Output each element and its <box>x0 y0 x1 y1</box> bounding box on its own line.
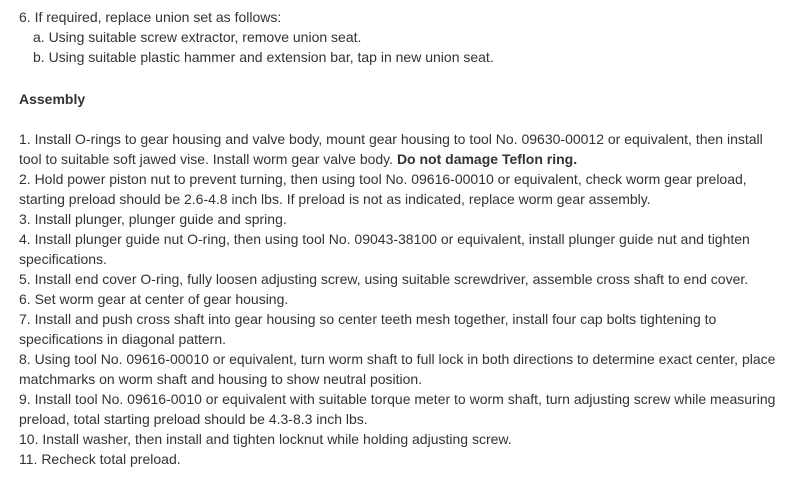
union-step-b: b. Using suitable plastic hammer and extension bar, tap in new union seat. <box>33 49 494 65</box>
assembly-step-5 <box>19 269 783 289</box>
document-body <box>19 0 783 469</box>
step-text: 6. Set worm gear at center of gear housing. <box>19 291 289 307</box>
assembly-step-9 <box>19 389 783 429</box>
assembly-step-1 <box>19 129 783 169</box>
step-warning: Do not damage Teflon ring. <box>396 151 578 167</box>
assembly-step-11 <box>19 449 783 469</box>
clipped-previous-line <box>19 0 783 7</box>
assembly-step-2 <box>19 169 783 209</box>
assembly-heading: Assembly <box>19 91 86 107</box>
assembly-step-8 <box>19 349 783 389</box>
assembly-step-4 <box>19 229 783 269</box>
step-text: 1. Install O-rings to gear housing and valve body, mount gear housing to tool No. 09630-00012 or equivalent, then install tool to suitable soft jawed vise. Install worm gear valve body. <box>19 131 763 167</box>
step-text: 4. Install plunger guide nut O-ring, then using tool No. 09043-38100 or equivalent, install plunger guide nut and tighten specifications. <box>19 231 750 267</box>
assembly-step-6 <box>19 289 783 309</box>
step-text: 8. Using tool No. 09616-00010 or equivalent, turn worm shaft to full lock in both directions to determine exact center, place matchmarks on worm shaft and housing to show neutral position. <box>19 351 776 387</box>
union-intro: 6. If required, replace union set as follows: <box>19 9 282 25</box>
spacer <box>19 67 783 87</box>
step-text: 10. Install washer, then install and tighten locknut while holding adjusting screw. <box>19 431 512 447</box>
step-text: 5. Install end cover O-ring, fully loosen adjusting screw, using suitable screwdriver, assemble cross shaft to end cover. <box>19 271 749 287</box>
step-text: 7. Install and push cross shaft into gear housing so center teeth mesh together, install four cap bolts tightening to specifications in diagonal pattern. <box>19 311 717 347</box>
step-text: 9. Install tool No. 09616-0010 or equivalent with suitable torque meter to worm shaft, turn adjusting screw while measuring preload, total starting preload should be 4.3-8.3 inch lbs. <box>19 391 776 427</box>
union-step-a: a. Using suitable screw extractor, remove union seat. <box>33 29 362 45</box>
step-text: 3. Install plunger, plunger guide and spring. <box>19 211 287 227</box>
assembly-steps <box>19 129 783 469</box>
assembly-step-7 <box>19 309 783 349</box>
assembly-step-10 <box>19 429 783 449</box>
step-text: 11. Recheck total preload. <box>19 451 181 467</box>
step-text: 2. Hold power piston nut to prevent turning, then using tool No. 09616-00010 or equivalent, check worm gear preload, starting preload should be 2.6-4.8 inch lbs. If preload is not as indicated, replace worm gear assembly. <box>19 171 747 207</box>
assembly-step-3 <box>19 209 783 229</box>
